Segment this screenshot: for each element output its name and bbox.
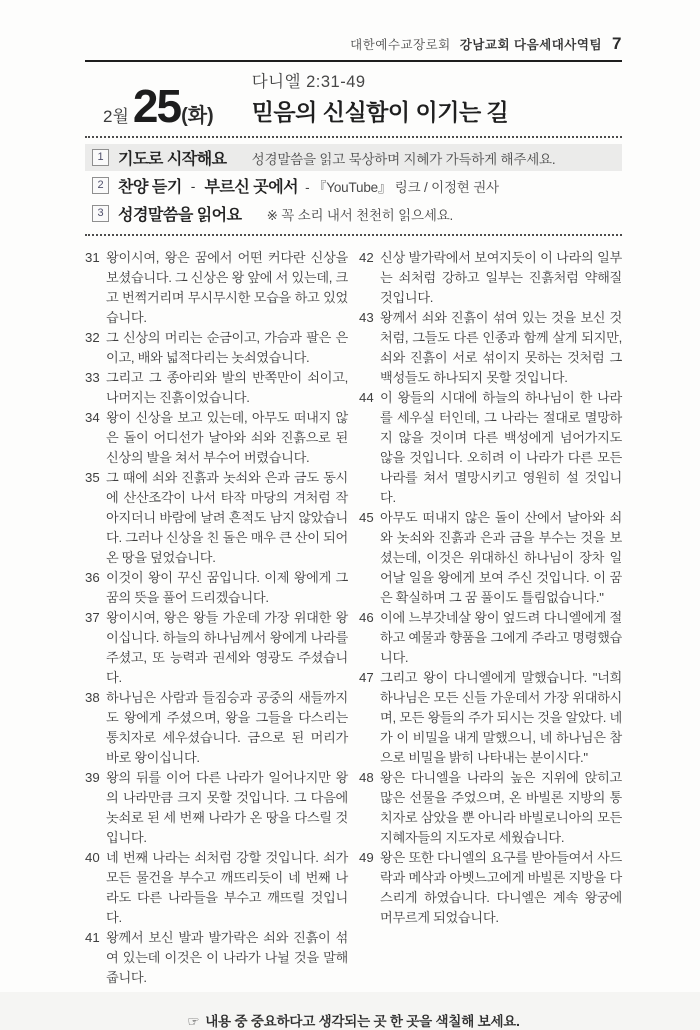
verse-number: 42 (359, 250, 374, 265)
verse-number: 45 (359, 510, 374, 525)
verse (85, 248, 348, 328)
lesson-title: 믿음의 신실함이 이기는 길 (251, 99, 509, 125)
weekday-label: (화) (181, 105, 214, 127)
verse (85, 688, 348, 768)
step-label: 기도로 시작해요 (118, 151, 227, 168)
verse-text: 왕께서 쇠와 진흙이 섞여 있는 것을 보신 것처럼, 그들도 다른 인종과 함께 살게 되지만, 쇠와 진흙이 서로 섞이지 못하는 것처럼 그 백성들도 하나되지 못할 것입니다. (380, 310, 622, 385)
verse-text: 이 왕들의 시대에 하늘의 하나님이 한 나라를 세우실 터인데, 그 나라는 절대로 멸망하지 않을 것이며 다른 백성에게 넘어가지도 않을 것입니다. 오히려 이 나라가 다른 모든 나라를 쳐서 멸망시키고 영원히 설 것입니다. (380, 390, 622, 505)
scripture-column (85, 248, 348, 988)
verse (85, 928, 348, 988)
verse-number: 31 (85, 250, 100, 265)
verse-number: 44 (359, 390, 374, 405)
verse-number: 35 (85, 470, 100, 485)
step-description: - 『YouTube』 링크 / 이정현 권사 (305, 179, 499, 195)
step-row-praise (85, 172, 622, 199)
verse-number: 43 (359, 310, 374, 325)
header-affiliation: 대한예수교장로회 (350, 38, 451, 52)
lesson-header (85, 62, 622, 136)
scripture-column (359, 248, 622, 988)
dotted-divider-bottom (85, 234, 622, 236)
verse-text: 신상 발가락에서 보여지듯이 이 나라의 일부는 쇠처럼 강하고 일부는 진흙처럼 약해질 것입니다. (380, 250, 622, 305)
verse-text: 네 번째 나라는 쇠처럼 강할 것입니다. 쇠가 모든 물건을 부수고 깨뜨리듯이 네 번째 나라도 다른 나라들을 부수고 깨뜨릴 것입니다. (106, 850, 348, 925)
scripture-body (85, 248, 622, 988)
verse-text: 왕의 뒤를 이어 다른 나라가 일어나지만 왕의 나라만큼 크지 못할 것입니다. 그 다음에 놋쇠로 된 세 번째 나라가 온 땅을 다스릴 것입니다. (106, 770, 348, 845)
verse (85, 608, 348, 688)
verse-number: 39 (85, 770, 100, 785)
verse-number: 34 (85, 410, 100, 425)
verse (359, 248, 622, 308)
verse (85, 848, 348, 928)
header-team: 강남교회 다음세대사역팀 (459, 38, 603, 52)
verse-number: 47 (359, 670, 374, 685)
verse-number: 40 (85, 850, 100, 865)
verse (85, 768, 348, 848)
verse-text: 왕이시여, 왕은 왕들 가운데 가장 위대한 왕이십니다. 하늘의 하나님께서 왕에게 나라를 주셨고, 또 능력과 권세와 영광도 주셨습니다. (106, 610, 348, 685)
step-number-box: 2 (92, 177, 109, 194)
verse (85, 368, 348, 408)
scripture-reference: 다니엘 2:31-49 (251, 73, 366, 91)
step-description: 성경말씀을 읽고 묵상하며 지혜가 가득하게 해주세요. (251, 151, 556, 167)
verse-number: 33 (85, 370, 100, 385)
verse (85, 328, 348, 368)
verse-text: 그리고 그 종아리와 발의 반쪽만이 쇠이고, 나머지는 진흙이었습니다. (106, 370, 348, 405)
step-description: ※ 꼭 소리 내서 천천히 읽으세요. (266, 207, 454, 223)
month-label: 2월 (103, 107, 129, 126)
step-number-box: 3 (92, 205, 109, 222)
verse-text: 왕이시여, 왕은 꿈에서 어떤 커다란 신상을 보셨습니다. 그 신상은 왕 앞에 서 있는데, 크고 번쩍거리며 무시무시한 모습을 하고 있었습니다. (106, 250, 348, 325)
verse-number: 41 (85, 930, 100, 945)
footer-note-text: 내용 중 중요하다고 생각되는 곳 한 곳을 색칠해 보세요. (205, 1014, 520, 1029)
verse-text: 하나님은 사람과 들짐승과 공중의 새들까지도 왕에게 주셨으며, 왕을 그들을 다스리는 통치자로 세우셨습니다. 금으로 된 머리가 바로 왕이십니다. (106, 690, 348, 765)
verse (359, 768, 622, 848)
verse-text: 왕께서 보신 발과 발가락은 쇠와 진흙이 섞여 있는데 이것은 이 나라가 나뉠 것을 말해 줍니다. (106, 930, 348, 985)
header-page-number: 7 (612, 34, 622, 53)
verse-number: 37 (85, 610, 100, 625)
step-row-prayer (85, 144, 622, 171)
step-label: 찬양 듣기 (118, 179, 182, 196)
step-number-box: 1 (92, 149, 109, 166)
verse (85, 468, 348, 568)
step-separator: - (190, 177, 196, 194)
step-row-reading (85, 200, 622, 227)
lesson-date (103, 80, 214, 132)
verse-text: 왕이 신상을 보고 있는데, 아무도 떠내지 않은 돌이 어디선가 날아와 쇠와 진흙으로 된 신상의 발을 쳐서 부수어 버렸습니다. (106, 410, 348, 465)
pointing-hand-icon: ☞ (187, 1014, 200, 1029)
verse-number: 38 (85, 690, 100, 705)
verse (359, 308, 622, 388)
verse (359, 508, 622, 608)
footer-note (85, 1010, 622, 1030)
verse-number: 49 (359, 850, 374, 865)
verse-text: 그리고 왕이 다니엘에게 말했습니다. "너희 하나님은 모든 신들 가운데서 가장 위대하시며, 모든 왕들의 주가 되시는 것을 알았다. 네가 이 비밀을 내게 말했으니, 네 하나님은 참으로 비밀을 밝히 나타내는 분이시다." (380, 670, 622, 765)
lesson-title-group (252, 68, 509, 128)
verse-text: 왕은 다니엘을 나라의 높은 지위에 앉히고 많은 선물을 주었으며, 온 바빌론 지방의 통치자로 삼았을 뿐 아니라 바빌로니아의 모든 지혜자들의 지도자로 세웠습니다. (380, 770, 622, 845)
verse-text: 그 신상의 머리는 순금이고, 가슴과 팔은 은이고, 배와 넓적다리는 놋쇠였습니다. (106, 330, 348, 365)
steps-list (85, 138, 622, 234)
day-number: 25 (132, 80, 181, 132)
page-header (85, 34, 622, 54)
verse (359, 848, 622, 928)
verse (359, 608, 622, 668)
verse (85, 408, 348, 468)
verse-number: 48 (359, 770, 374, 785)
step-sublabel: 부르신 곳에서 (204, 179, 299, 196)
verse-text: 이에 느부갓네살 왕이 엎드려 다니엘에게 절하고 예물과 향품을 그에게 주라고 명령했습니다. (380, 610, 622, 665)
verse (85, 568, 348, 608)
step-label: 성경말씀을 읽어요 (118, 207, 242, 224)
verse-number: 32 (85, 330, 100, 345)
verse (359, 668, 622, 768)
verse-number: 36 (85, 570, 100, 585)
verse-text: 이것이 왕이 꾸신 꿈입니다. 이제 왕에게 그 꿈의 뜻을 풀어 드리겠습니다. (106, 570, 348, 605)
verse-text: 아무도 떠내지 않은 돌이 산에서 날아와 쇠와 놋쇠와 진흙과 은과 금을 부수는 것을 보셨는데, 이것은 위대하신 하나님이 장차 일어날 일을 왕에게 보여 주신 것입니다. 이 꿈은 확실하며 그 꿈 풀이도 틀림없습니다." (380, 510, 622, 605)
verse-text: 그 때에 쇠와 진흙과 놋쇠와 은과 금도 동시에 산산조각이 나서 타작 마당의 겨처럼 작아지더니 바람에 날려 흔적도 남지 않았습니다. 그러나 신상을 친 돌은 매우 큰 산이 되어 온 땅을 덮었습니다. (106, 470, 348, 565)
verse-text: 왕은 또한 다니엘의 요구를 받아들여서 사드락과 메삭과 아벳느고에게 바빌론 지방을 다스리게 하였습니다. 다니엘은 계속 왕궁에 머무르게 되었습니다. (380, 850, 622, 925)
verse (359, 388, 622, 508)
verse-number: 46 (359, 610, 374, 625)
